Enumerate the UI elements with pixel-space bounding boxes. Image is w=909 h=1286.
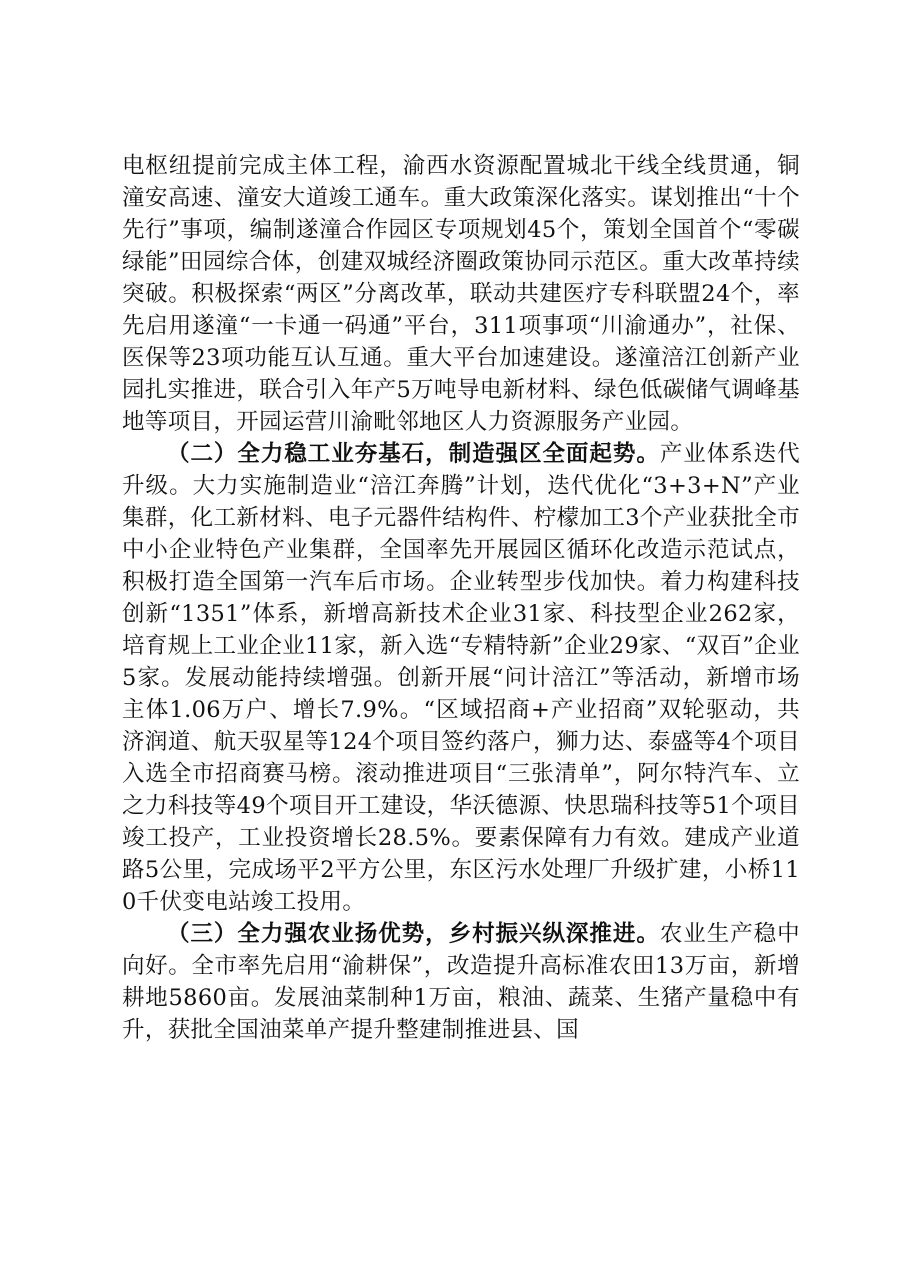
section-heading-2: （二）全力稳工业夯基石，制造强区全面起势。 xyxy=(167,441,660,467)
paragraph-1-text: 电枢纽提前完成主体工程，渝西水资源配置城北干线全线贯通，铜潼安高速、潼安大道竣工通车。重大政策深化落实。谋划推出“十个先行”事项，编制遂潼合作园区专项规划45个，策划全国首个“零碳绿能”田园综合体，创建双城经济圈政策协同示范区。重大改革持续突破。积极探索“两区”分离改革，联动共建医疗专科联盟24个，率先启用遂潼“一卡通一码通”平台，311项事项“川渝通办”，社保、医保等23项功能互认互通。重大平台加速建设。遂潼涪江创新产业园扎实推进，联合引入年产5万吨导电新材料、绿色低碳储气调峰基地等项目，开园运营川渝毗邻地区人力资源服务产业园。 xyxy=(122,153,800,435)
paragraph-2 xyxy=(122,438,800,918)
paragraph-2-text: 产业体系迭代升级。大力实施制造业“涪江奔腾”计划，迭代优化“3+3+N”产业集群，化工新材料、电子元器件结构件、柠檬加工3个产业获批全市中小企业特色产业集群，全国率先开展园区循环化改造示范试点，积极打造全国第一汽车后市场。企业转型步伐加快。着力构建科技创新“1351”体系，新增高新技术企业31家、科技型企业262家，培育规上工业企业11家，新入选“专精特新”企业29家、“双百”企业5家。发展动能持续增强。创新开展“问计涪江”等活动，新增市场主体1.06万户、增长7.9%。“区域招商+产业招商”双轮驱动，共济润道、航天驭星等124个项目签约落户，狮力达、泰盛等4个项目入选全市招商赛马榜。滚动推进项目“三张清单”，阿尔特汽车、立之力科技等49个项目开工建设，华沃德源、快思瑞科技等51个项目竣工投产，工业投资增长28.5%。要素保障有力有效。建成产业道路5公里，完成场平2平方公里，东区污水处理厂升级扩建，小桥110千伏变电站竣工投用。 xyxy=(122,441,801,915)
document-body xyxy=(122,150,800,1046)
paragraph-1 xyxy=(122,150,800,438)
paragraph-3-text: 农业生产稳中向好。全市率先启用“渝耕保”，改造提升高标准农田13万亩，新增耕地5860亩。发展油菜制种1万亩，粮油、蔬菜、生猪产量稳中有升，获批全国油菜单产提升整建制推进县、国 xyxy=(122,921,800,1043)
paragraph-3 xyxy=(122,918,800,1046)
section-heading-3: （三）全力强农业扬优势，乡村振兴纵深推进。 xyxy=(167,921,660,947)
